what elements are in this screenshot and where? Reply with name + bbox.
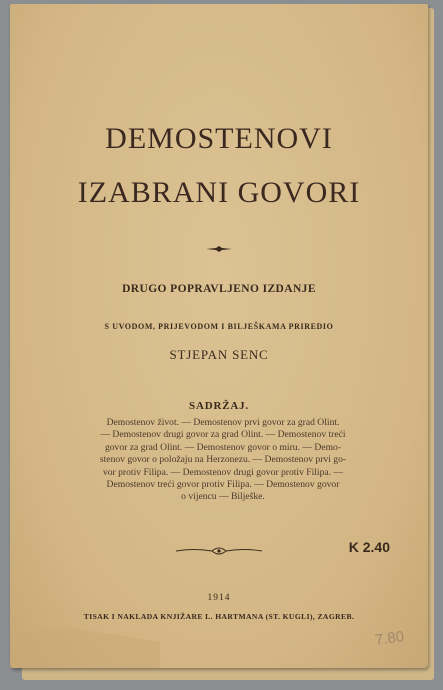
edition-line: DRUGO POPRAVLJENO IZDANJE xyxy=(122,283,316,295)
contents-line: Demostenov treći govor protiv Filipa. — Demostenov govor xyxy=(106,479,340,491)
publication-year: 1914 xyxy=(207,593,231,603)
worn-corner xyxy=(10,628,160,668)
publisher-line: TISAK I NAKLADA KNJIŽARE L. HARTMANA (ST. KUGLI), ZAGREB. xyxy=(83,612,355,621)
title-line-2: IZABRANI GOVORI xyxy=(77,176,361,209)
ornament-dash xyxy=(10,240,428,258)
contents-line: govor za grad Olint. — Demostenov govor o miru. — Demo- xyxy=(104,441,342,453)
title-line-1: DEMOSTENOVI xyxy=(105,122,333,155)
book-cover xyxy=(10,4,428,668)
contents-line: — Demostenov drugi govor za grad Olint. — Demostenov treći xyxy=(100,429,346,441)
contents-line: Demostenov život. — Demostenov prvi govor za grad Olint. xyxy=(106,417,340,428)
contents-heading: SADRŽAJ. xyxy=(189,400,249,412)
handwritten-price-note: 7.80 xyxy=(373,628,406,649)
intro-line: S UVODOM, PRIJEVODOM I BILJEŠKAMA PRIREDIO xyxy=(104,322,334,331)
author-name: STJEPAN SENC xyxy=(169,347,269,362)
contents-text xyxy=(60,417,386,504)
contents-line: vor protiv Filipa. — Demostenov drugi govor protiv Filipa. — xyxy=(102,466,344,478)
contents-line: stenov govor o položaju na Herzonezu. — Demostenov prvi go- xyxy=(99,454,347,466)
contents-line: o vijencu — Bilješke. xyxy=(181,491,265,503)
price-label: K 2.40 xyxy=(348,539,390,555)
